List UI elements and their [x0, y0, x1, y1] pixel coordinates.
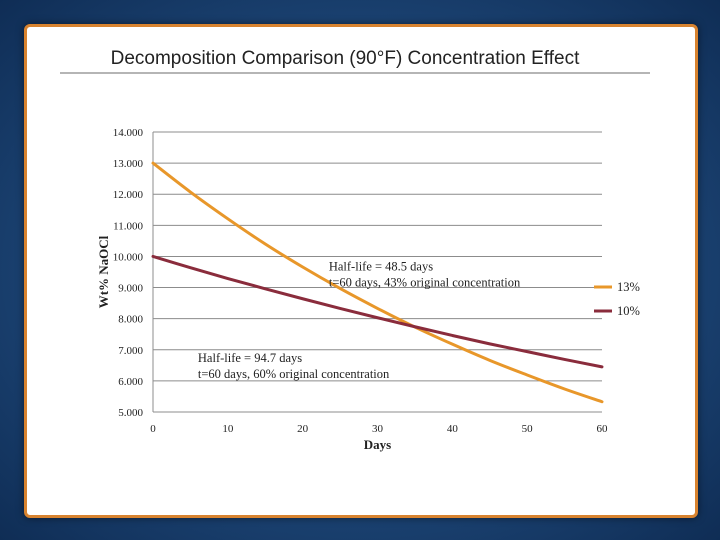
legend-label: 10%: [617, 304, 640, 318]
y-tick-label: 7.000: [118, 344, 143, 357]
y-tick-label: 10.000: [112, 251, 143, 264]
x-tick-label: 50: [521, 423, 533, 435]
x-tick-label: 30: [372, 423, 383, 435]
x-tick-label: 20: [297, 423, 309, 435]
y-tick-label: 11.000: [113, 220, 143, 233]
y-tick-label: 14.000: [112, 127, 143, 139]
y-tick-label: 9.000: [118, 282, 143, 295]
x-axis-label: Days: [363, 437, 392, 452]
annotation-concentration: t=60 days, 43% original concentration: [328, 275, 521, 290]
y-tick-label: 8.000: [118, 313, 143, 326]
x-tick-label: 10: [222, 423, 234, 435]
x-tick-labels: [150, 423, 608, 435]
x-tick-label: 0: [150, 423, 156, 435]
y-tick-label: 12.000: [112, 189, 143, 202]
legend-label: 13%: [617, 280, 640, 294]
annotations: [198, 259, 521, 381]
annotation-concentration: t=60 days, 60% original concentration: [197, 367, 390, 382]
annotation-half-life: Half-life = 94.7 days: [197, 351, 303, 366]
x-tick-label: 60: [596, 423, 608, 435]
chart-title: Decomposition Comparison (90°F) Concentration Effect: [110, 48, 580, 69]
annotation-half-life: Half-life = 48.5 days: [328, 259, 434, 274]
y-tick-label: 13.000: [112, 158, 143, 171]
legend: [594, 280, 640, 318]
y-axis-label: Wt% NaOCl: [96, 235, 111, 309]
y-tick-label: 6.000: [118, 375, 143, 388]
y-tick-label: 5.000: [118, 407, 143, 419]
x-tick-label: 40: [446, 423, 458, 435]
y-tick-labels: [113, 127, 144, 419]
